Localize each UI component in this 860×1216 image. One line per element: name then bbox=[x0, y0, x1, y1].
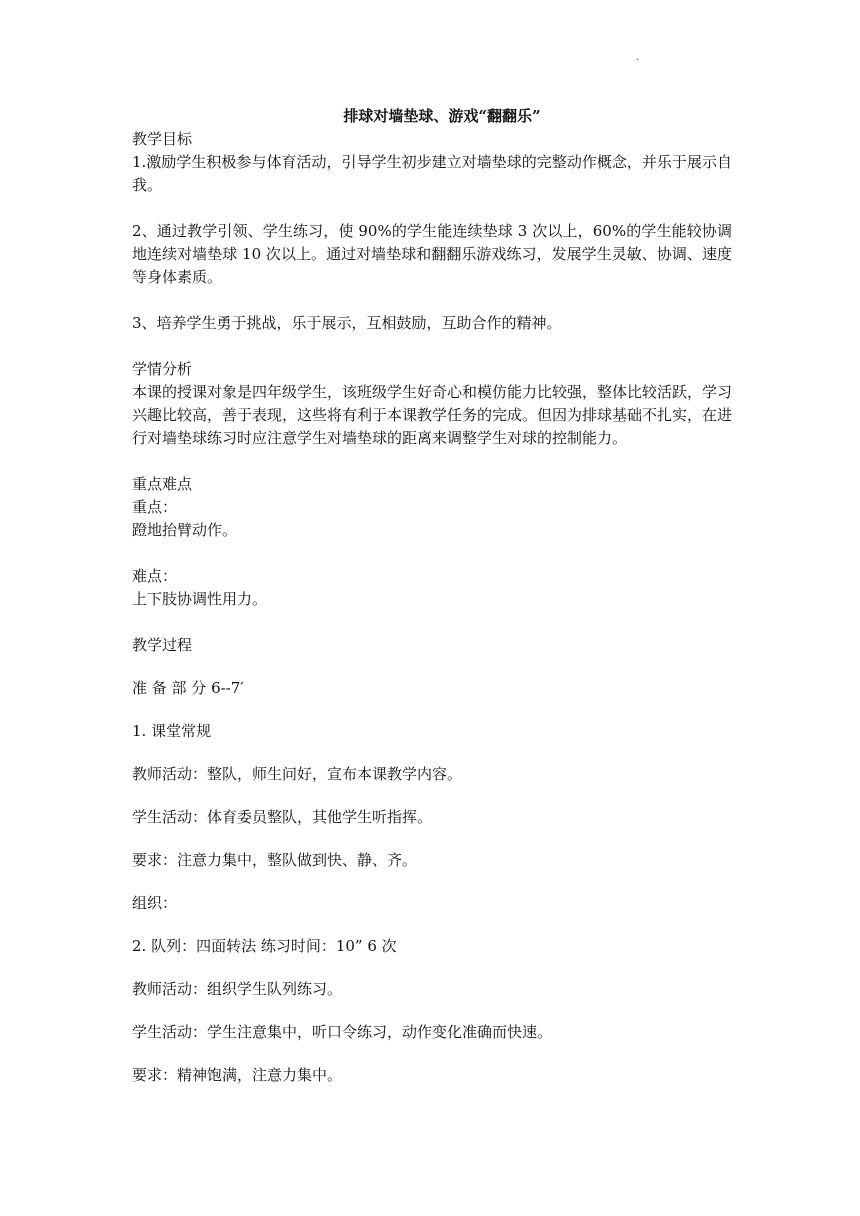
document-title: 排球对墙垫球、游戏“翻翻乐” bbox=[343, 107, 541, 125]
analysis-text: 本课的授课对象是四年级学生，该班级学生好奇心和模仿能力比较强，整体比较活跃，学习兴趣比较高，善于表现，这些将有利于本课教学任务的完成。但因为排球基础不扎实，在进行对墙垫球练习时应注意学生对墙垫球的距离来调整学生对球的控制能力。 bbox=[132, 383, 733, 447]
item-2-require: 要求：精神饱满，注意力集中。 bbox=[132, 1066, 343, 1084]
item-1-student: 学生活动：体育委员整队，其他学生听指挥。 bbox=[132, 808, 433, 826]
section-heading-process: 教学过程 bbox=[132, 636, 193, 654]
item-1-org: 组织： bbox=[132, 894, 178, 912]
difficulty-text: 上下肢协调性用力。 bbox=[132, 590, 268, 608]
item-1-require: 要求：注意力集中，整队做到快、静、齐。 bbox=[132, 851, 418, 869]
prep-part: 准 备 部 分 6--7′ bbox=[132, 679, 244, 697]
section-heading-key: 重点难点 bbox=[132, 475, 193, 493]
goal-1: 1.激励学生积极参与体育活动，引导学生初步建立对墙垫球的完整动作概念，并乐于展示自我。 bbox=[132, 153, 732, 194]
item-2-student: 学生活动：学生注意集中，听口令练习，动作变化准确而快速。 bbox=[132, 1023, 553, 1041]
section-heading-goals: 教学目标 bbox=[132, 130, 193, 148]
goal-3: 3、培养学生勇于挑战，乐于展示，互相鼓励，互助合作的精神。 bbox=[132, 314, 562, 332]
document-body bbox=[132, 104, 732, 1087]
item-1-teacher: 教师活动：整队，师生问好，宣布本课教学内容。 bbox=[132, 765, 463, 783]
key-label: 重点： bbox=[132, 498, 178, 516]
key-text: 蹬地抬臂动作。 bbox=[132, 521, 238, 539]
difficulty-label: 难点： bbox=[132, 567, 178, 585]
goal-2: 2、通过教学引领、学生练习，使 90%的学生能连续垫球 3 次以上，60%的学生能较协调地连续对墙垫球 10 次以上。通过对墙垫球和翻翻乐游戏练习，发展学生灵敏、协调、速度等身体素质。 bbox=[132, 222, 732, 286]
item-1-title: 1. 课堂常规 bbox=[132, 722, 212, 740]
header-mark: · bbox=[636, 55, 640, 66]
section-heading-analysis: 学情分析 bbox=[132, 360, 193, 378]
item-2-teacher: 教师活动：组织学生队列练习。 bbox=[132, 980, 343, 998]
item-2-title: 2. 队列：四面转法 练习时间：10” 6 次 bbox=[132, 937, 397, 955]
